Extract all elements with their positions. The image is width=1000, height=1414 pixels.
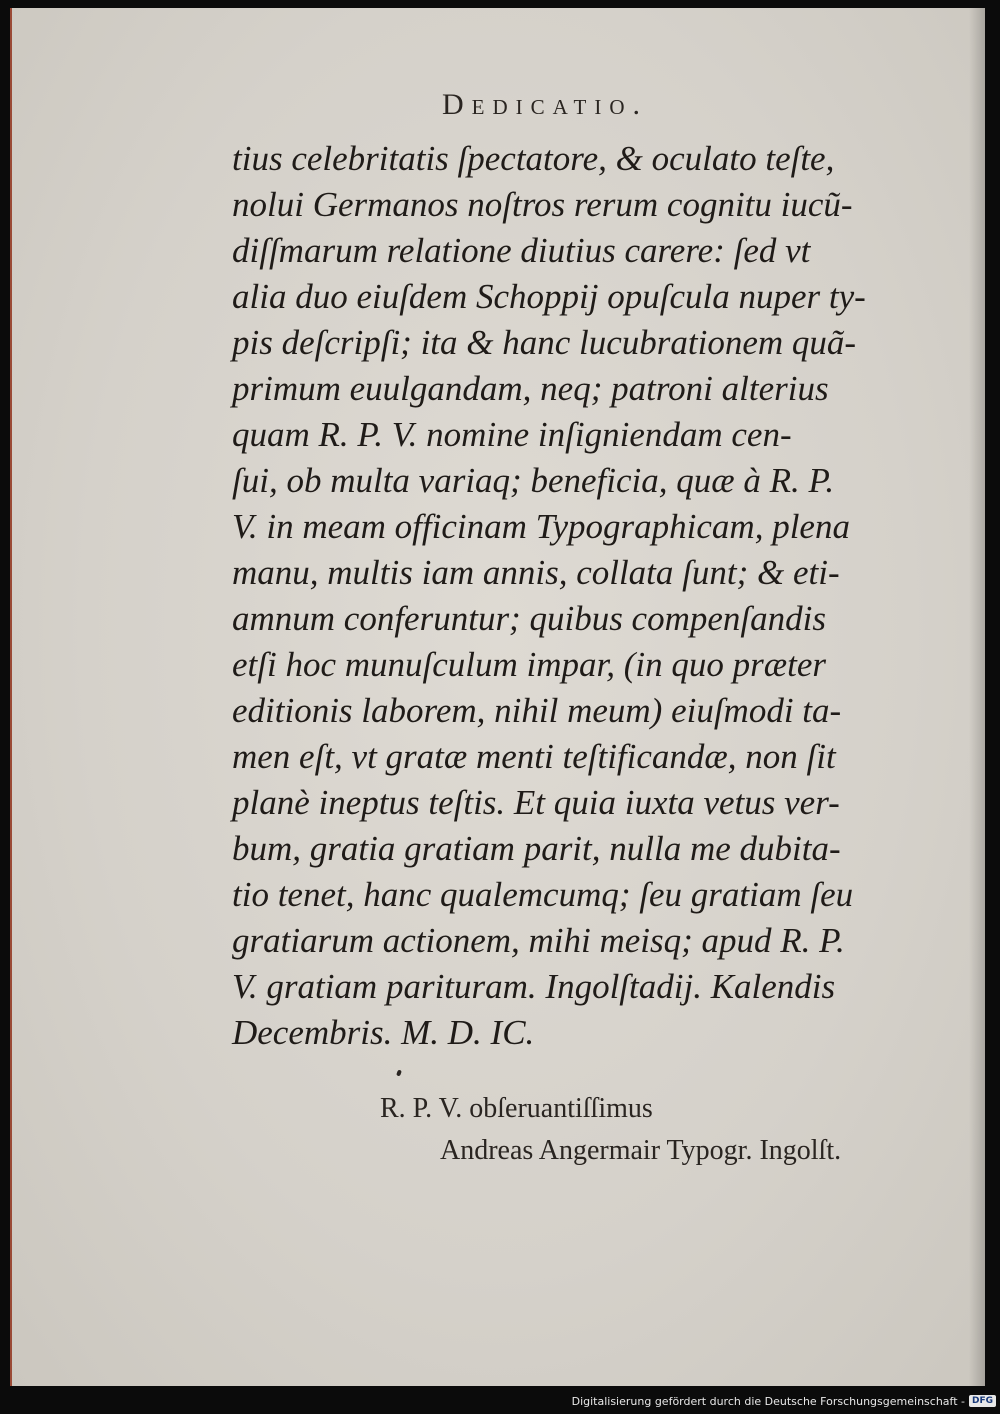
text-line: etſi hoc munuſculum impar, (in quo præter	[232, 645, 826, 684]
text-line: manu, multis iam annis, collata ſunt; & eti-	[232, 553, 840, 592]
signature-line-1: R. P. V. obſeruantiſſimus	[380, 1093, 653, 1124]
digitization-footer	[572, 1391, 996, 1411]
text-line: editionis laborem, nihil meum) eiuſmodi ta-	[232, 691, 842, 730]
text-line: bum, gratia gratiam parit, nulla me dubita-	[232, 829, 841, 868]
text-line: nolui Germanos noſtros rerum cognitu iucũ-	[232, 185, 853, 224]
text-line: Decembris. M. D. IC.	[232, 1013, 535, 1052]
text-line: primum euulgandam, neq; patroni alterius	[232, 369, 829, 408]
ink-speck	[396, 1069, 402, 1076]
text-line: diſſmarum relatione diutius carere: ſed vt	[232, 231, 811, 270]
footer-credit: Digitalisierung gefördert durch die Deutsche Forschungsgemeinschaft -	[571, 1394, 965, 1408]
text-line: V. gratiam parituram. Ingolſtadij. Kalendis	[232, 967, 836, 1006]
text-line: tio tenet, hanc qualemcumq; ſeu gratiam ſeu	[232, 875, 854, 914]
text-line: ſui, ob multa variaq; beneficia, quæ à R. P.	[232, 461, 835, 500]
dedication-text	[232, 136, 932, 1056]
text-line: tius celebritatis ſpectatore, & oculato teſte,	[232, 139, 835, 178]
text-line: amnum conferuntur; quibus compenſandis	[232, 599, 826, 638]
book-page	[10, 8, 985, 1386]
text-line: pis deſcripſi; ita & hanc lucubrationem quã-	[232, 323, 857, 362]
text-line: gratiarum actionem, mihi meisq; apud R. P.	[232, 921, 845, 960]
dfg-logo-icon: DFG	[969, 1395, 996, 1407]
signature-block	[380, 1088, 841, 1172]
text-line: alia duo eiuſdem Schoppij opuſcula nuper ty-	[232, 277, 866, 316]
signature-line-2: Andreas Angermair Typogr. Ingolſt.	[440, 1135, 842, 1166]
page-edge-shadow	[969, 8, 985, 1386]
text-line: men eſt, vt gratæ menti teſtificandæ, non ſit	[232, 737, 836, 776]
page-header: Dedicatio.	[442, 88, 648, 121]
text-line: V. in meam officinam Typographicam, plena	[232, 507, 850, 546]
text-line: planè ineptus teſtis. Et quia iuxta vetus ver-	[232, 783, 840, 822]
text-line: quam R. P. V. nomine inſigniendam cen-	[232, 415, 792, 454]
